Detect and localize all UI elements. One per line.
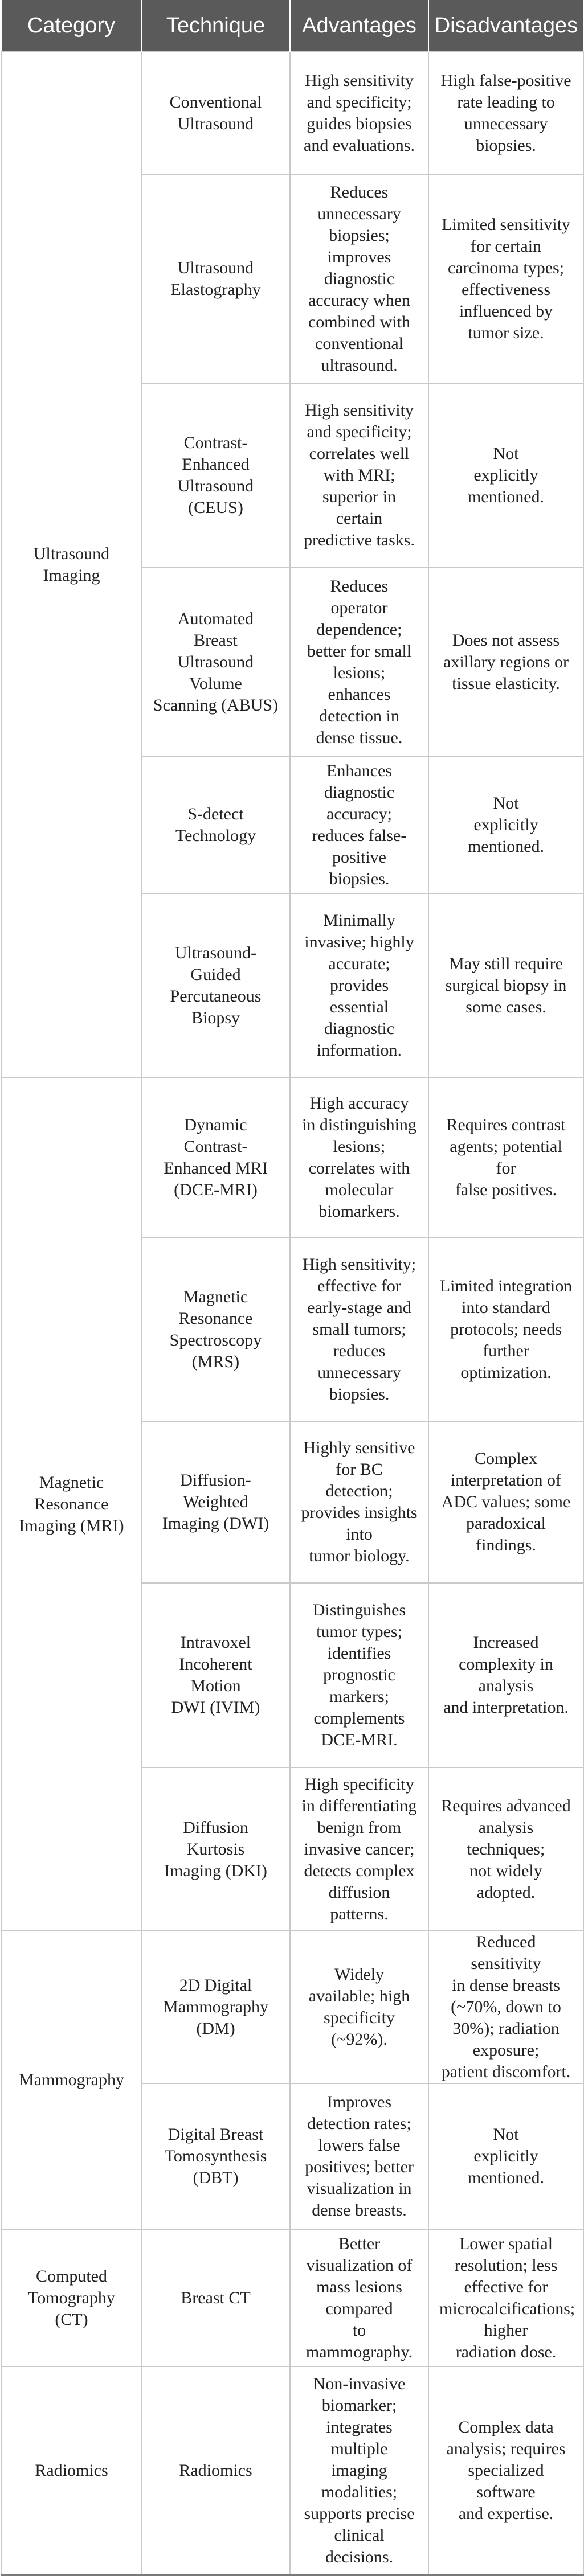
category-label: Radiomics <box>35 2460 108 2480</box>
advantages-text: High sensitivity and specificity; guides biopsies and evaluations. <box>304 71 415 155</box>
advantages-cell <box>290 2366 428 2575</box>
technique-label: S-detect Technology <box>175 805 256 845</box>
disadvantages-cell <box>428 568 583 757</box>
technique-label: Ultrasound Elastography <box>170 259 261 299</box>
advantages-cell <box>290 893 428 1077</box>
disadvantages-text: Complex data analysis; requires specialized software and expertise. <box>446 2417 566 2523</box>
advantages-text: High sensitivity and specificity; correlates well with MRI; superior in certain predictive tasks. <box>304 401 415 549</box>
advantages-cell <box>290 1583 428 1767</box>
table-row <box>2 52 583 175</box>
advantages-text: Widely available; high specificity (~92%). <box>308 1965 410 2049</box>
disadvantages-cell <box>428 2366 583 2575</box>
disadvantages-text: Lower spatial resolution; less effective for microcalcifications; higher radiation dose. <box>439 2234 575 2361</box>
advantages-text: High sensitivity; effective for early-stage and small tumors; reduces unnecessary biopsies. <box>302 1255 416 1404</box>
advantages-cell <box>290 2229 428 2366</box>
disadvantages-cell <box>428 2083 583 2229</box>
technique-cell <box>141 2083 290 2229</box>
disadvantages-cell <box>428 383 583 568</box>
disadvantages-text: Not explicitly mentioned. <box>467 2125 545 2187</box>
technique-cell <box>141 175 290 383</box>
technique-label: Automated Breast Ultrasound Volume Scanning (ABUS) <box>153 609 279 715</box>
disadvantages-cell <box>428 175 583 383</box>
advantages-cell <box>290 1421 428 1583</box>
advantages-text: Enhances diagnostic accuracy; reduces false- positive biopsies. <box>312 761 407 888</box>
disadvantages-text: May still require surgical biopsy in some cases. <box>445 954 567 1016</box>
technique-cell <box>141 52 290 175</box>
table-body <box>2 52 583 2575</box>
category-label: Ultrasound Imaging <box>33 544 110 585</box>
technique-label: Breast CT <box>181 2288 251 2307</box>
technique-label: Diffusion- Weighted Imaging (DWI) <box>162 1471 269 1533</box>
advantages-text: Non-invasive biomarker; integrates multiple imaging modalities; supports precise clinical decisions. <box>304 2374 415 2566</box>
technique-label: Radiomics <box>179 2460 252 2480</box>
technique-label: Dynamic Contrast- Enhanced MRI (DCE-MRI) <box>164 1115 268 1199</box>
technique-cell <box>141 1767 290 1931</box>
disadvantages-cell <box>428 1583 583 1767</box>
technique-label: Ultrasound- Guided Percutaneous Biopsy <box>170 943 262 1027</box>
category-label: Magnetic Resonance Imaging (MRI) <box>19 1472 124 1535</box>
table-row <box>2 1931 583 2083</box>
advantages-text: Reduces operator dependence; better for small lesions; enhances detection in dense tissue. <box>307 577 412 747</box>
disadvantages-text: Not explicitly mentioned. <box>467 794 545 856</box>
disadvantages-text: Limited sensitivity for certain carcinoma types; effectiveness influenced by tumor size. <box>442 215 570 342</box>
header-row <box>2 0 583 52</box>
disadvantages-text: Limited integration into standard protocols; needs further optimization. <box>439 1277 573 1382</box>
advantages-cell <box>290 1767 428 1931</box>
category-label: Mammography <box>19 2070 124 2089</box>
advantages-cell <box>290 383 428 568</box>
header-disadvantages: Disadvantages <box>428 0 583 52</box>
disadvantages-cell <box>428 1238 583 1421</box>
technique-label: 2D Digital Mammography (DM) <box>163 1976 268 2038</box>
disadvantages-text: Reduced sensitivity in dense breasts (~70%, down to 30%); radiation exposure; patient discomfort. <box>441 1933 571 2081</box>
table-row <box>2 2229 583 2366</box>
technique-cell <box>141 893 290 1077</box>
table-row <box>2 1077 583 1238</box>
disadvantages-text: Requires contrast agents; potential for false positives. <box>446 1115 566 1199</box>
disadvantages-cell <box>428 893 583 1077</box>
disadvantages-text: High false-positive rate leading to unnecessary biopsies. <box>440 71 571 155</box>
category-cell <box>2 2366 141 2575</box>
advantages-text: Reduces unnecessary biopsies; improves diagnostic accuracy when combined with conventional ultrasound. <box>308 183 411 375</box>
table-row <box>2 2366 583 2575</box>
category-cell <box>2 1077 141 1931</box>
technique-label: Diffusion Kurtosis Imaging (DKI) <box>164 1818 267 1880</box>
technique-cell <box>141 1931 290 2083</box>
advantages-text: High specificity in differentiating benign from invasive cancer; detects complex diffusion patterns. <box>301 1774 417 1923</box>
table-header <box>2 0 583 52</box>
disadvantages-cell <box>428 1767 583 1931</box>
category-cell <box>2 1931 141 2229</box>
category-cell <box>2 52 141 1077</box>
technique-cell <box>141 2229 290 2366</box>
advantages-cell <box>290 1238 428 1421</box>
technique-cell <box>141 1077 290 1238</box>
disadvantages-cell <box>428 2229 583 2366</box>
disadvantages-text: Does not assess axillary regions or tissue elasticity. <box>443 631 569 693</box>
advantages-cell <box>290 1077 428 1238</box>
advantages-cell <box>290 175 428 383</box>
technique-label: Contrast- Enhanced Ultrasound (CEUS) <box>177 433 254 517</box>
technique-cell <box>141 383 290 568</box>
disadvantages-text: Not explicitly mentioned. <box>467 444 545 506</box>
disadvantages-cell <box>428 1077 583 1238</box>
technique-cell <box>141 1238 290 1421</box>
header-category: Category <box>2 0 141 52</box>
disadvantages-text: Increased complexity in analysis and interpretation. <box>443 1633 569 1717</box>
disadvantages-cell <box>428 1421 583 1583</box>
technique-label: Magnetic Resonance Spectroscopy (MRS) <box>169 1287 262 1371</box>
advantages-cell <box>290 52 428 175</box>
disadvantages-text: Requires advanced analysis techniques; not widely adopted. <box>441 1796 571 1902</box>
category-cell <box>2 2229 141 2366</box>
advantages-text: Improves detection rates; lowers false positives; better visualization in dense breasts. <box>305 2093 414 2220</box>
advantages-text: Highly sensitive for BC detection; provides insights into tumor biology. <box>301 1438 418 1565</box>
technique-cell <box>141 568 290 757</box>
advantages-text: High accuracy in distinguishing lesions; correlates with molecular biomarkers. <box>302 1094 416 1221</box>
technique-label: Intravoxel Incoherent Motion DWI (IVIM) <box>171 1633 260 1717</box>
technique-label: Digital Breast Tomosynthesis (DBT) <box>164 2125 267 2187</box>
header-advantages: Advantages <box>290 0 428 52</box>
advantages-cell <box>290 757 428 893</box>
category-label: Computed Tomography (CT) <box>28 2266 115 2329</box>
advantages-text: Minimally invasive; highly accurate; provides essential diagnostic information. <box>304 910 414 1060</box>
disadvantages-cell <box>428 1931 583 2083</box>
disadvantages-text: Complex interpretation of ADC values; some paradoxical findings. <box>441 1449 571 1554</box>
header-technique: Technique <box>141 0 290 52</box>
technique-cell <box>141 2366 290 2575</box>
advantages-text: Better visualization of mass lesions compared to mammography. <box>305 2234 413 2361</box>
technique-cell <box>141 757 290 893</box>
technique-label: Conventional Ultrasound <box>169 93 262 133</box>
advantages-text: Distinguishes tumor types; identifies prognostic markers; complements DCE-MRI. <box>312 1601 406 1749</box>
advantages-cell <box>290 568 428 757</box>
technique-cell <box>141 1583 290 1767</box>
disadvantages-cell <box>428 757 583 893</box>
comparison-table <box>1 0 584 2576</box>
technique-cell <box>141 1421 290 1583</box>
disadvantages-cell <box>428 52 583 175</box>
advantages-cell <box>290 1931 428 2083</box>
advantages-cell <box>290 2083 428 2229</box>
